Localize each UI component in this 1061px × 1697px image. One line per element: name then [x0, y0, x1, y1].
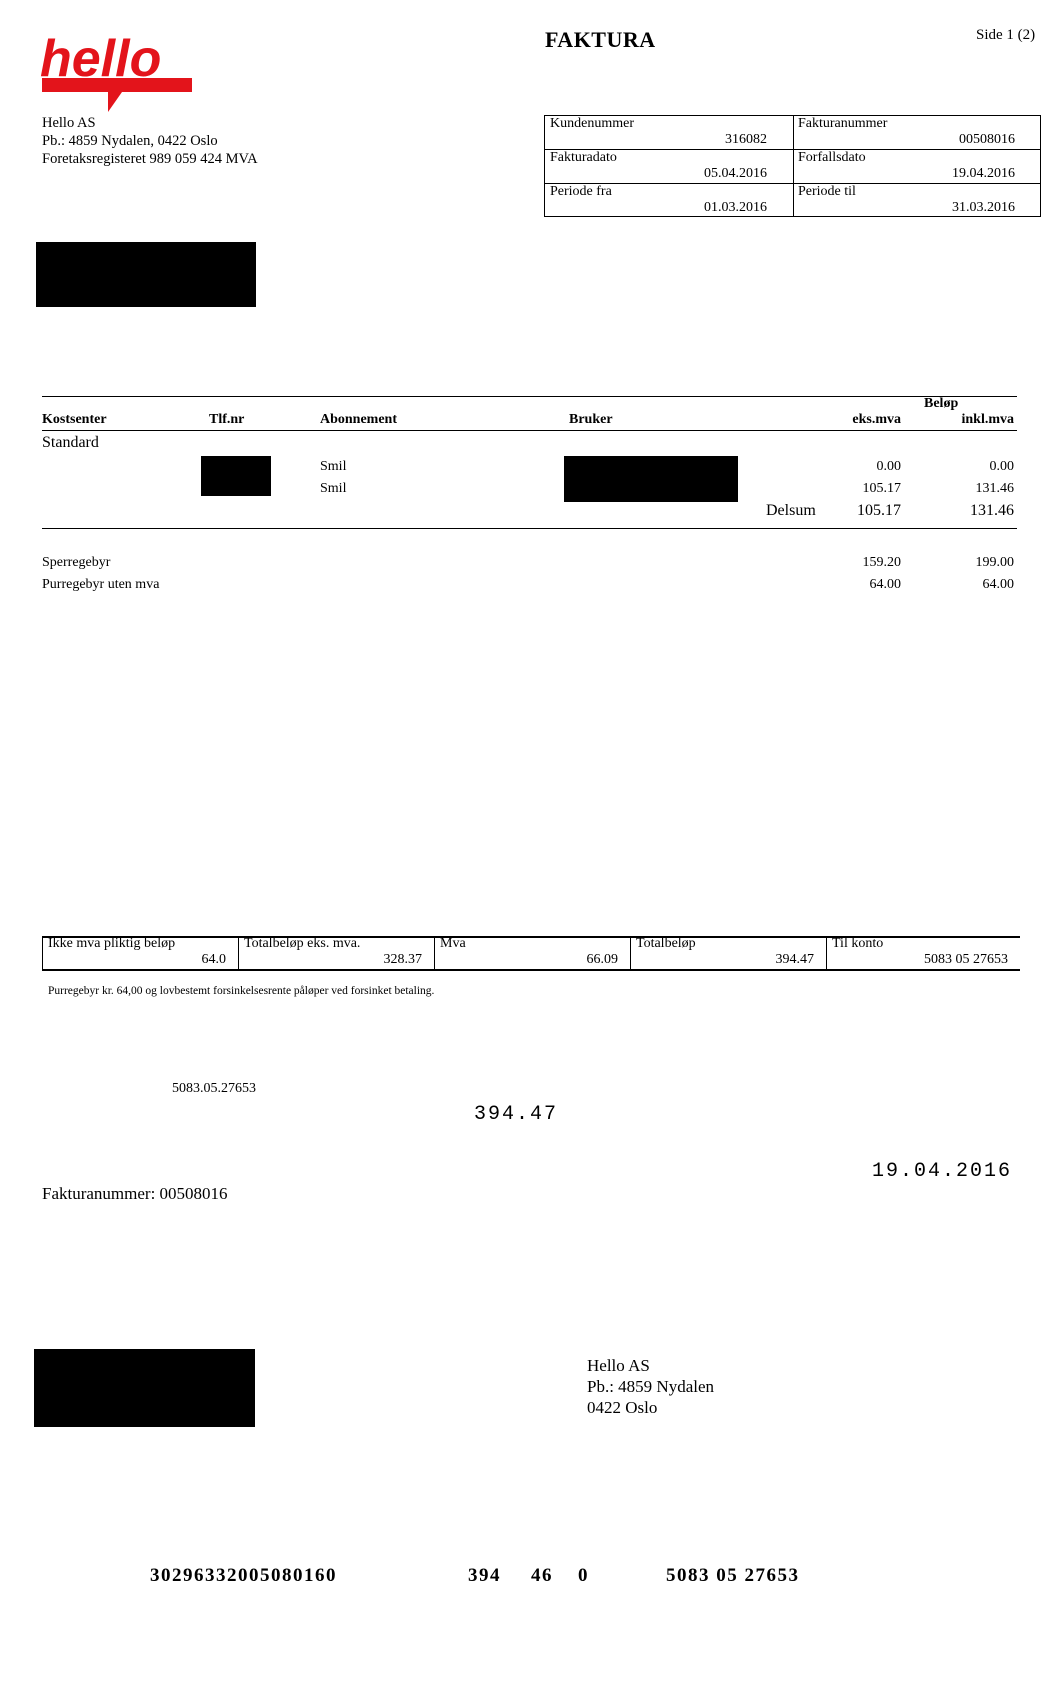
period-from-cell [545, 184, 793, 218]
invoice-number-value: 00508016 [959, 132, 1015, 147]
redacted-payer-address [34, 1349, 255, 1427]
row-1-subscription: Smil [320, 459, 347, 474]
logo-text: hello [40, 30, 162, 88]
summary-account-value: 5083 05 27653 [924, 952, 1008, 967]
summary-account-label: Til konto [832, 936, 884, 951]
redacted-phone [201, 456, 271, 496]
ocr-ore: 46 [531, 1565, 553, 1586]
subtotal-incl-vat: 131.46 [970, 502, 1014, 519]
summary-non-vat [42, 936, 238, 970]
company-name: Hello AS [42, 115, 96, 131]
customer-number-cell [545, 116, 793, 150]
customer-number-value: 316082 [725, 132, 767, 147]
header-excl-vat: eks.mva [852, 412, 901, 427]
table-top-rule [42, 396, 1017, 397]
company-org-number: Foretaksregisteret 989 059 424 MVA [42, 151, 258, 167]
row-2-incl-vat: 131.46 [975, 481, 1014, 496]
summary-non-vat-value: 64.0 [201, 952, 226, 967]
summary-total-excl-vat-value: 328.37 [383, 952, 422, 967]
summary-total-label: Totalbeløp [636, 936, 696, 951]
invoice-number-label: Fakturanummer [798, 116, 888, 131]
row-2-excl-vat: 105.17 [862, 481, 901, 496]
invoice-date-cell [545, 150, 793, 184]
giro-account: 5083.05.27653 [172, 1081, 256, 1096]
header-amount: Beløp [924, 396, 959, 411]
fee-2-incl-vat: 64.00 [982, 577, 1014, 592]
recipient-address: Pb.: 4859 Nydalen [587, 1377, 715, 1396]
fee-2-excl-vat: 64.00 [869, 577, 901, 592]
invoice-date-value: 05.04.2016 [704, 166, 767, 181]
period-to-value: 31.03.2016 [952, 200, 1015, 215]
due-date-label: Forfallsdato [798, 150, 866, 165]
row-1-incl-vat: 0.00 [989, 459, 1014, 474]
summary-total-excl-vat [238, 936, 434, 970]
summary-vat [434, 936, 630, 970]
invoice-number-cell [793, 116, 1041, 150]
recipient-name: Hello AS [587, 1356, 650, 1375]
ocr-kroner: 394 [468, 1565, 501, 1586]
ocr-kid: 30296332005080160 [150, 1565, 337, 1586]
summary-vat-value: 66.09 [586, 952, 618, 967]
ocr-check: 0 [578, 1565, 589, 1586]
customer-number-label: Kundenummer [550, 116, 634, 131]
company-block [42, 114, 258, 168]
row-1-excl-vat: 0.00 [876, 459, 901, 474]
period-from-value: 01.03.2016 [704, 200, 767, 215]
subtotal-label: Delsum [766, 502, 816, 519]
recipient-city: 0422 Oslo [587, 1398, 658, 1417]
totals-summary [42, 936, 1020, 970]
recipient-block [587, 1355, 714, 1418]
table-bottom-rule [42, 528, 1017, 529]
ocr-account: 5083 05 27653 [666, 1565, 800, 1586]
header-user: Bruker [569, 412, 613, 427]
fee-2-label: Purregebyr uten mva [42, 577, 160, 592]
summary-non-vat-label: Ikke mva pliktig beløp [48, 936, 176, 951]
header-phone: Tlf.nr [209, 412, 245, 427]
invoice-info-box [544, 115, 1041, 217]
ocr-line [150, 1565, 800, 1697]
redacted-user [564, 456, 738, 502]
period-to-label: Periode til [798, 184, 856, 199]
document-title: FAKTURA [545, 27, 656, 52]
invoice-date-label: Fakturadato [550, 150, 617, 165]
giro-amount: 394.47 [474, 1103, 559, 1126]
giro-due-date: 19.04.2016 [872, 1160, 1013, 1183]
summary-account [826, 936, 1020, 970]
period-to-cell [793, 184, 1041, 218]
late-fee-note: Purregebyr kr. 64,00 og lovbestemt forsinkelsesrente påløper ved forsinket betaling. [48, 985, 435, 997]
period-from-label: Periode fra [550, 184, 612, 199]
header-cost-center: Kostsenter [42, 412, 107, 427]
fee-1-excl-vat: 159.20 [862, 555, 901, 570]
due-date-value: 19.04.2016 [952, 166, 1015, 181]
header-subscription: Abonnement [320, 412, 398, 427]
header-incl-vat: inkl.mva [961, 412, 1014, 427]
cost-center-group: Standard [42, 434, 99, 451]
summary-total [630, 936, 826, 970]
subtotal-excl-vat: 105.17 [857, 502, 901, 519]
summary-total-value: 394.47 [775, 952, 814, 967]
company-address: Pb.: 4859 Nydalen, 0422 Oslo [42, 133, 218, 149]
fee-1-incl-vat: 199.00 [975, 555, 1014, 570]
hello-logo [38, 26, 198, 118]
summary-vat-label: Mva [440, 936, 466, 951]
redacted-customer-address [36, 242, 256, 307]
giro-invoice-number: Fakturanummer: 00508016 [42, 1184, 228, 1203]
fee-1-label: Sperregebyr [42, 555, 111, 570]
row-2-subscription: Smil [320, 481, 347, 496]
table-header-rule [42, 430, 1017, 431]
due-date-cell [793, 150, 1041, 184]
summary-total-excl-vat-label: Totalbeløp eks. mva. [244, 936, 361, 951]
page-indicator: Side 1 (2) [976, 27, 1036, 43]
